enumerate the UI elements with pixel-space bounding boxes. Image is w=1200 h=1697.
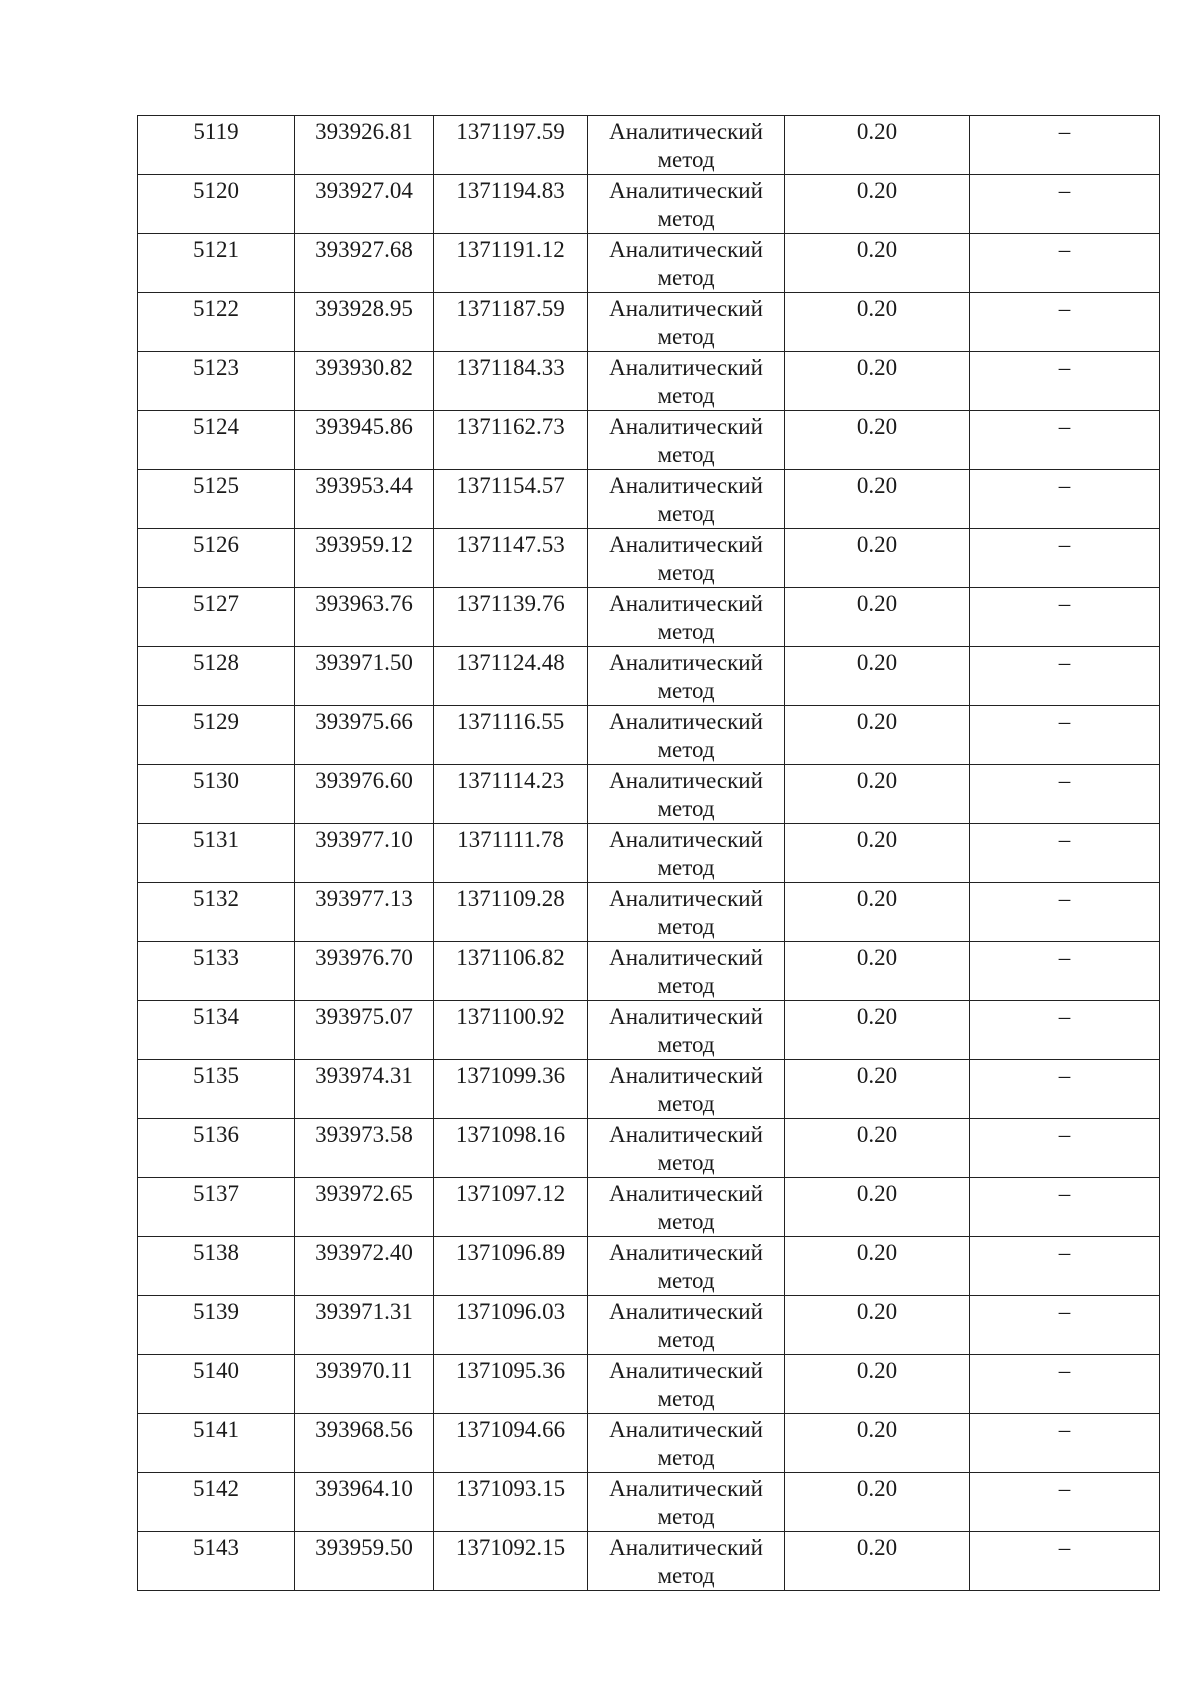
table-row <box>138 1060 1160 1119</box>
point-number-cell: 5131 <box>138 824 295 883</box>
x-coordinate-cell: 393976.60 <box>295 765 434 824</box>
note-cell: – <box>970 352 1160 411</box>
x-coordinate-cell: 393927.68 <box>295 234 434 293</box>
method-text: Аналитический метод <box>609 1004 763 1057</box>
note-cell: – <box>970 116 1160 175</box>
point-number-cell: 5126 <box>138 529 295 588</box>
accuracy-cell: 0.20 <box>785 647 970 706</box>
table-row <box>138 352 1160 411</box>
method-text: Аналитический метод <box>609 414 763 467</box>
point-number-cell: 5142 <box>138 1473 295 1532</box>
point-number-cell: 5125 <box>138 470 295 529</box>
y-coordinate-cell: 1371111.78 <box>434 824 588 883</box>
y-coordinate-cell: 1371147.53 <box>434 529 588 588</box>
method-cell <box>588 824 785 883</box>
accuracy-cell: 0.20 <box>785 1237 970 1296</box>
method-cell <box>588 116 785 175</box>
point-number-cell: 5128 <box>138 647 295 706</box>
y-coordinate-cell: 1371092.15 <box>434 1532 588 1591</box>
method-cell <box>588 470 785 529</box>
table-row <box>138 765 1160 824</box>
table-row <box>138 116 1160 175</box>
y-coordinate-cell: 1371106.82 <box>434 942 588 1001</box>
accuracy-cell: 0.20 <box>785 116 970 175</box>
point-number-cell: 5136 <box>138 1119 295 1178</box>
note-cell: – <box>970 765 1160 824</box>
accuracy-cell: 0.20 <box>785 824 970 883</box>
table-row <box>138 706 1160 765</box>
table-row <box>138 293 1160 352</box>
x-coordinate-cell: 393972.65 <box>295 1178 434 1237</box>
note-cell: – <box>970 588 1160 647</box>
accuracy-cell: 0.20 <box>785 1296 970 1355</box>
method-text: Аналитический метод <box>609 1299 763 1352</box>
table-row <box>138 883 1160 942</box>
note-cell: – <box>970 1119 1160 1178</box>
method-cell <box>588 588 785 647</box>
method-text: Аналитический метод <box>609 768 763 821</box>
table-row <box>138 942 1160 1001</box>
y-coordinate-cell: 1371139.76 <box>434 588 588 647</box>
method-text: Аналитический метод <box>609 1535 763 1588</box>
table-row <box>138 1414 1160 1473</box>
x-coordinate-cell: 393953.44 <box>295 470 434 529</box>
table-row <box>138 411 1160 470</box>
table-row <box>138 824 1160 883</box>
note-cell: – <box>970 470 1160 529</box>
y-coordinate-cell: 1371095.36 <box>434 1355 588 1414</box>
method-cell <box>588 942 785 1001</box>
y-coordinate-cell: 1371124.48 <box>434 647 588 706</box>
x-coordinate-cell: 393974.31 <box>295 1060 434 1119</box>
y-coordinate-cell: 1371098.16 <box>434 1119 588 1178</box>
x-coordinate-cell: 393973.58 <box>295 1119 434 1178</box>
note-cell: – <box>970 293 1160 352</box>
x-coordinate-cell: 393975.07 <box>295 1001 434 1060</box>
accuracy-cell: 0.20 <box>785 1414 970 1473</box>
method-cell <box>588 1532 785 1591</box>
table-row <box>138 1237 1160 1296</box>
method-text: Аналитический метод <box>609 119 763 172</box>
accuracy-cell: 0.20 <box>785 588 970 647</box>
accuracy-cell: 0.20 <box>785 234 970 293</box>
point-number-cell: 5143 <box>138 1532 295 1591</box>
point-number-cell: 5124 <box>138 411 295 470</box>
accuracy-cell: 0.20 <box>785 411 970 470</box>
point-number-cell: 5140 <box>138 1355 295 1414</box>
x-coordinate-cell: 393927.04 <box>295 175 434 234</box>
accuracy-cell: 0.20 <box>785 1532 970 1591</box>
accuracy-cell: 0.20 <box>785 1178 970 1237</box>
accuracy-cell: 0.20 <box>785 293 970 352</box>
y-coordinate-cell: 1371184.33 <box>434 352 588 411</box>
y-coordinate-cell: 1371094.66 <box>434 1414 588 1473</box>
table-row <box>138 470 1160 529</box>
point-number-cell: 5139 <box>138 1296 295 1355</box>
method-text: Аналитический метод <box>609 473 763 526</box>
table-row <box>138 588 1160 647</box>
note-cell: – <box>970 1414 1160 1473</box>
method-cell <box>588 1473 785 1532</box>
table-row <box>138 1001 1160 1060</box>
table-row <box>138 1296 1160 1355</box>
x-coordinate-cell: 393970.11 <box>295 1355 434 1414</box>
y-coordinate-cell: 1371096.03 <box>434 1296 588 1355</box>
method-text: Аналитический метод <box>609 1122 763 1175</box>
x-coordinate-cell: 393977.10 <box>295 824 434 883</box>
method-cell <box>588 1237 785 1296</box>
method-text: Аналитический метод <box>609 945 763 998</box>
table-row <box>138 175 1160 234</box>
method-cell <box>588 352 785 411</box>
table-row <box>138 1178 1160 1237</box>
coordinates-table <box>137 115 1160 1591</box>
y-coordinate-cell: 1371154.57 <box>434 470 588 529</box>
table-row <box>138 1119 1160 1178</box>
table-row <box>138 1355 1160 1414</box>
x-coordinate-cell: 393959.50 <box>295 1532 434 1591</box>
y-coordinate-cell: 1371187.59 <box>434 293 588 352</box>
y-coordinate-cell: 1371114.23 <box>434 765 588 824</box>
note-cell: – <box>970 1001 1160 1060</box>
note-cell: – <box>970 1473 1160 1532</box>
method-text: Аналитический метод <box>609 1240 763 1293</box>
coordinates-table-body <box>138 116 1160 1591</box>
x-coordinate-cell: 393963.76 <box>295 588 434 647</box>
point-number-cell: 5127 <box>138 588 295 647</box>
y-coordinate-cell: 1371100.92 <box>434 1001 588 1060</box>
method-cell <box>588 529 785 588</box>
method-text: Аналитический метод <box>609 827 763 880</box>
method-text: Аналитический метод <box>609 296 763 349</box>
point-number-cell: 5138 <box>138 1237 295 1296</box>
point-number-cell: 5141 <box>138 1414 295 1473</box>
note-cell: – <box>970 706 1160 765</box>
method-text: Аналитический метод <box>609 237 763 290</box>
point-number-cell: 5137 <box>138 1178 295 1237</box>
point-number-cell: 5129 <box>138 706 295 765</box>
point-number-cell: 5135 <box>138 1060 295 1119</box>
note-cell: – <box>970 1178 1160 1237</box>
x-coordinate-cell: 393971.50 <box>295 647 434 706</box>
table-row <box>138 647 1160 706</box>
note-cell: – <box>970 1532 1160 1591</box>
x-coordinate-cell: 393977.13 <box>295 883 434 942</box>
method-text: Аналитический метод <box>609 1181 763 1234</box>
x-coordinate-cell: 393930.82 <box>295 352 434 411</box>
note-cell: – <box>970 529 1160 588</box>
x-coordinate-cell: 393964.10 <box>295 1473 434 1532</box>
method-cell <box>588 1296 785 1355</box>
x-coordinate-cell: 393971.31 <box>295 1296 434 1355</box>
accuracy-cell: 0.20 <box>785 706 970 765</box>
accuracy-cell: 0.20 <box>785 1355 970 1414</box>
method-text: Аналитический метод <box>609 178 763 231</box>
method-cell <box>588 1119 785 1178</box>
x-coordinate-cell: 393968.56 <box>295 1414 434 1473</box>
method-cell <box>588 647 785 706</box>
accuracy-cell: 0.20 <box>785 175 970 234</box>
method-cell <box>588 411 785 470</box>
y-coordinate-cell: 1371116.55 <box>434 706 588 765</box>
note-cell: – <box>970 647 1160 706</box>
note-cell: – <box>970 1296 1160 1355</box>
accuracy-cell: 0.20 <box>785 1060 970 1119</box>
method-cell <box>588 1001 785 1060</box>
point-number-cell: 5133 <box>138 942 295 1001</box>
method-text: Аналитический метод <box>609 1063 763 1116</box>
note-cell: – <box>970 1237 1160 1296</box>
method-cell <box>588 1060 785 1119</box>
table-row <box>138 234 1160 293</box>
table-row <box>138 1473 1160 1532</box>
point-number-cell: 5130 <box>138 765 295 824</box>
y-coordinate-cell: 1371197.59 <box>434 116 588 175</box>
note-cell: – <box>970 175 1160 234</box>
method-text: Аналитический метод <box>609 1417 763 1470</box>
method-cell <box>588 1355 785 1414</box>
y-coordinate-cell: 1371194.83 <box>434 175 588 234</box>
method-cell <box>588 883 785 942</box>
y-coordinate-cell: 1371099.36 <box>434 1060 588 1119</box>
method-cell <box>588 175 785 234</box>
y-coordinate-cell: 1371191.12 <box>434 234 588 293</box>
method-cell <box>588 706 785 765</box>
method-text: Аналитический метод <box>609 1358 763 1411</box>
note-cell: – <box>970 942 1160 1001</box>
method-cell <box>588 293 785 352</box>
table-row <box>138 529 1160 588</box>
note-cell: – <box>970 1355 1160 1414</box>
note-cell: – <box>970 1060 1160 1119</box>
accuracy-cell: 0.20 <box>785 352 970 411</box>
method-text: Аналитический метод <box>609 886 763 939</box>
x-coordinate-cell: 393945.86 <box>295 411 434 470</box>
point-number-cell: 5119 <box>138 116 295 175</box>
x-coordinate-cell: 393959.12 <box>295 529 434 588</box>
point-number-cell: 5122 <box>138 293 295 352</box>
point-number-cell: 5134 <box>138 1001 295 1060</box>
y-coordinate-cell: 1371093.15 <box>434 1473 588 1532</box>
method-text: Аналитический метод <box>609 591 763 644</box>
method-text: Аналитический метод <box>609 532 763 585</box>
note-cell: – <box>970 883 1160 942</box>
point-number-cell: 5132 <box>138 883 295 942</box>
point-number-cell: 5121 <box>138 234 295 293</box>
x-coordinate-cell: 393976.70 <box>295 942 434 1001</box>
method-cell <box>588 1414 785 1473</box>
accuracy-cell: 0.20 <box>785 765 970 824</box>
method-cell <box>588 234 785 293</box>
y-coordinate-cell: 1371097.12 <box>434 1178 588 1237</box>
accuracy-cell: 0.20 <box>785 470 970 529</box>
x-coordinate-cell: 393975.66 <box>295 706 434 765</box>
point-number-cell: 5123 <box>138 352 295 411</box>
method-text: Аналитический метод <box>609 355 763 408</box>
x-coordinate-cell: 393972.40 <box>295 1237 434 1296</box>
accuracy-cell: 0.20 <box>785 1119 970 1178</box>
accuracy-cell: 0.20 <box>785 883 970 942</box>
note-cell: – <box>970 824 1160 883</box>
note-cell: – <box>970 411 1160 470</box>
note-cell: – <box>970 234 1160 293</box>
accuracy-cell: 0.20 <box>785 1473 970 1532</box>
accuracy-cell: 0.20 <box>785 1001 970 1060</box>
accuracy-cell: 0.20 <box>785 942 970 1001</box>
method-text: Аналитический метод <box>609 650 763 703</box>
y-coordinate-cell: 1371109.28 <box>434 883 588 942</box>
y-coordinate-cell: 1371162.73 <box>434 411 588 470</box>
method-text: Аналитический метод <box>609 709 763 762</box>
method-cell <box>588 1178 785 1237</box>
method-text: Аналитический метод <box>609 1476 763 1529</box>
x-coordinate-cell: 393926.81 <box>295 116 434 175</box>
x-coordinate-cell: 393928.95 <box>295 293 434 352</box>
table-row <box>138 1532 1160 1591</box>
method-cell <box>588 765 785 824</box>
accuracy-cell: 0.20 <box>785 529 970 588</box>
point-number-cell: 5120 <box>138 175 295 234</box>
y-coordinate-cell: 1371096.89 <box>434 1237 588 1296</box>
